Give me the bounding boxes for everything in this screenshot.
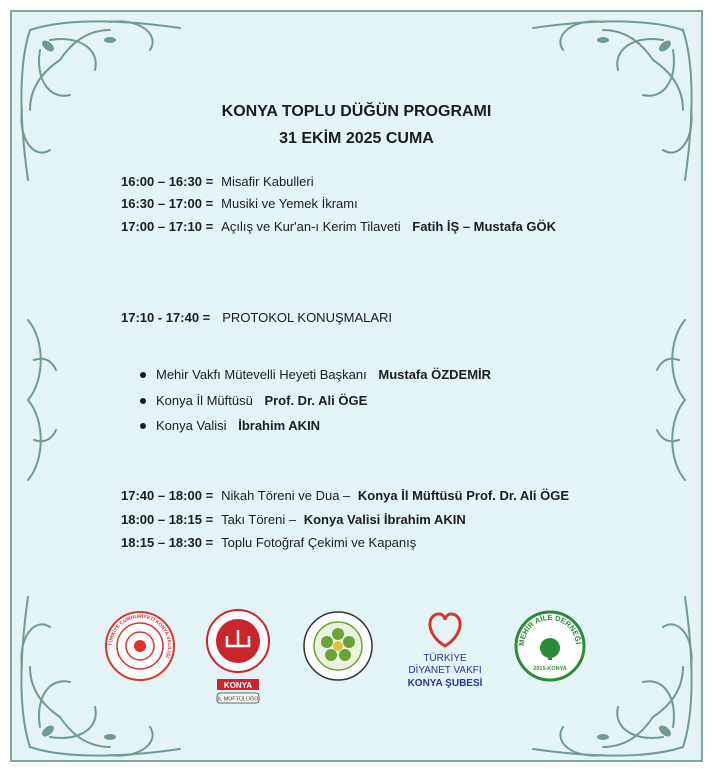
muftuluk-badge: KONYA [223, 681, 253, 690]
program-date: 31 EKİM 2025 CUMA [279, 130, 434, 147]
bullet-dot [140, 372, 146, 378]
schedule-names: Konya İl Müftüsü Prof. Dr. Ali ÖGE [357, 488, 570, 503]
muftuluk-logo [205, 608, 271, 706]
schedule-time: 18:00 – 18:15 = [121, 512, 214, 527]
protocol-row [121, 310, 392, 325]
speaker-name: Mustafa ÖZDEMİR [378, 367, 492, 382]
schedule-names: Fatih İŞ – Mustafa GÖK [412, 219, 557, 234]
muftuluk-sub: İL MÜFTÜLÜĞÜ [217, 696, 259, 703]
speaker-role: Konya Valisi [156, 418, 227, 433]
program-title: KONYA TOPLU DÜĞÜN PROGRAMI [221, 103, 492, 120]
schedule-time: 17:00 – 17:10 = [121, 219, 214, 234]
schedule-text: Takı Töreni – [221, 512, 297, 527]
mehir-logo [514, 610, 586, 682]
speaker-role: Mehir Vakfı Mütevelli Heyeti Başkanı [156, 367, 367, 382]
speaker-item [140, 393, 367, 408]
schedule-text: Musiki ve Yemek İkramı [221, 196, 358, 211]
protocol-time: 17:10 - 17:40 = [121, 310, 211, 325]
schedule-time: 17:40 – 18:00 = [121, 488, 214, 503]
tdv-line1: TÜRKİYE [423, 653, 467, 664]
schedule-text: Toplu Fotoğraf Çekimi ve Kapanış [221, 535, 417, 550]
schedule-row [121, 174, 314, 189]
speaker-role: Konya İl Müftüsü [156, 393, 253, 408]
bullet-dot [140, 398, 146, 404]
bullet-dot [140, 423, 146, 429]
schedule-text: Nikah Töreni ve Dua – [221, 488, 351, 503]
schedule-row [121, 219, 556, 234]
svg-text:MEHİR AİLE DERNEĞİ: MEHİR AİLE DERNEĞİ [516, 612, 583, 647]
schedule-time: 16:00 – 16:30 = [121, 174, 214, 189]
svg-text:TÜRKİYE CUMHURİYETİ KONYA VALİ: TÜRKİYE CUMHURİYETİ KONYA VALİLİĞİ [107, 613, 173, 659]
speaker-name: Prof. Dr. Ali ÖGE [264, 393, 368, 408]
valilik-logo [104, 610, 176, 682]
protocol-title: PROTOKOL KONUŞMALARI [222, 310, 393, 325]
schedule-row [121, 196, 358, 211]
speaker-item [140, 418, 320, 433]
schedule-row [121, 535, 416, 550]
tdv-line2: DİYANET VAKFI [408, 665, 482, 676]
mehir-year: 2015-KONYA [533, 666, 567, 672]
schedule-row [121, 488, 569, 503]
tdv-logo [395, 606, 495, 692]
schedule-time: 16:30 – 17:00 = [121, 196, 214, 211]
tdv-line3: KONYA ŞUBESİ [407, 678, 483, 689]
schedule-text: Açılış ve Kur'an-ı Kerim Tilaveti [221, 219, 401, 234]
schedule-names: Konya Valisi İbrahim AKIN [303, 512, 466, 527]
schedule-text: Misafir Kabulleri [221, 174, 314, 189]
speaker-name: İbrahim AKIN [238, 418, 321, 433]
dernek-logo [302, 610, 374, 682]
schedule-time: 18:15 – 18:30 = [121, 535, 214, 550]
schedule-row [121, 512, 466, 527]
speaker-item [140, 367, 491, 382]
